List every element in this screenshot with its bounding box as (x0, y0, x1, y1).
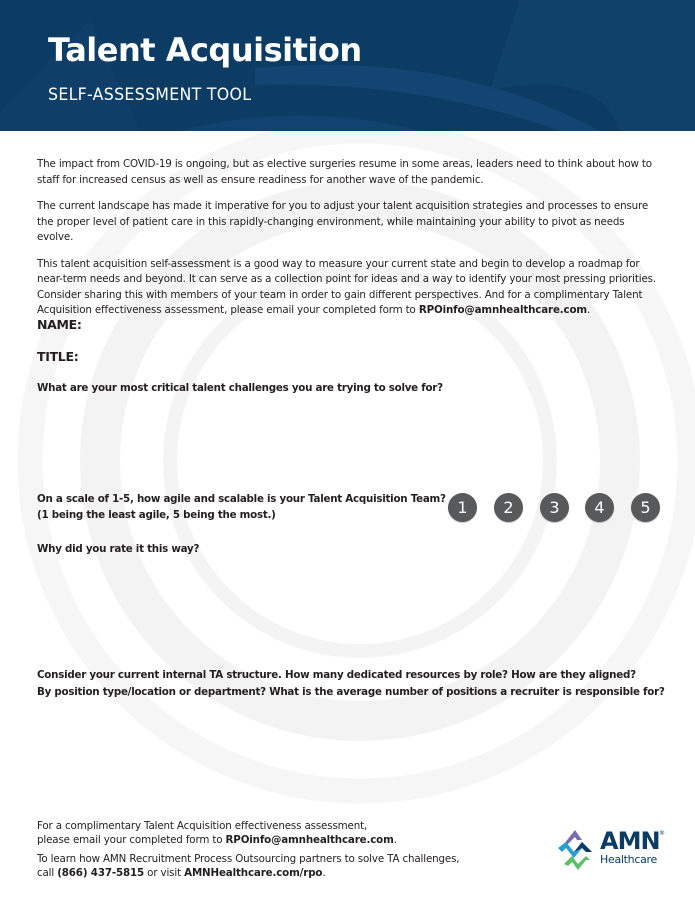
page-title: Talent Acquisition (48, 31, 362, 69)
question-critical-challenges: What are your most critical talent challenges you are trying to solve for? (37, 382, 443, 394)
question-agility-line-1: On a scale of 1-5, how agile and scalable is your Talent Acquisition Team? (37, 493, 446, 505)
question-agility-line-2: (1 being the least agile, 5 being the most.) (37, 509, 276, 521)
rating-option-3[interactable]: 3 (540, 493, 569, 522)
title-label: TITLE: (37, 349, 79, 364)
footer-line-4 (37, 866, 325, 880)
intro-paragraph-3-text: This talent acquisition self-assessment is a good way to measure your current state and begin to develop a roadmap for near-term needs and beyond. It can serve as a collection point for ideas and a way to identify your most pressing priorities. Consider sharing this with members of your team in order to gain different perspectives. And for a complimentary Talent Acquisition effectiveness assessment, please email your completed form to (37, 257, 656, 316)
intro-section (37, 157, 662, 319)
page-subtitle: SELF-ASSESSMENT TOOL (48, 85, 252, 105)
logo-wordmark: AMN (600, 827, 660, 855)
intro-paragraph-1: The impact from COVID-19 is ongoing, but as elective surgeries resume in some areas, leaders need to think about how to staff for increased census as well as ensure readiness for another wave of the pandemic. (37, 158, 652, 186)
footer-line-2-text: please email your completed form to (37, 834, 226, 846)
question-ta-structure-line-2: By position type/location or department? What is the average number of positions a recruiter is responsible for? (37, 686, 665, 698)
footer-email-link[interactable]: RPOinfo@amnhealthcare.com (225, 834, 394, 846)
footer-line-1: For a complimentary Talent Acquisition effectiveness assessment, (37, 820, 368, 832)
rating-option-4[interactable]: 4 (585, 493, 614, 522)
logo-tagline: Healthcare (600, 853, 657, 866)
footer-website-link[interactable]: AMNHealthcare.com/rpo (184, 867, 323, 879)
footer-line-3: To learn how AMN Recruitment Process Outsourcing partners to solve TA challenges, (37, 853, 460, 865)
footer-line-4-end: . (322, 867, 326, 879)
intro-paragraph-3-end: . (587, 304, 591, 316)
logo-registered-mark: ® (659, 830, 665, 837)
rating-option-1[interactable]: 1 (448, 493, 477, 522)
footer-phone[interactable]: (866) 437-5815 (57, 867, 145, 879)
rating-option-2[interactable]: 2 (494, 493, 523, 522)
footer-line-2-end: . (393, 834, 397, 846)
rating-option-5[interactable]: 5 (631, 493, 660, 522)
name-label: NAME: (37, 317, 82, 332)
footer-line-4-mid: or visit (144, 867, 185, 879)
amn-healthcare-logo (556, 828, 671, 870)
amn-logo-mark-icon (556, 830, 594, 870)
question-ta-structure-line-1: Consider your current internal TA structure. How many dedicated resources by role? How are they aligned? (37, 669, 636, 681)
intro-paragraph-3 (37, 257, 662, 319)
header-banner (0, 0, 695, 131)
intro-email-link[interactable]: RPOinfo@amnhealthcare.com (418, 304, 588, 316)
question-rating-reason: Why did you rate it this way? (37, 543, 200, 555)
rating-scale (448, 493, 663, 523)
intro-paragraph-2: The current landscape has made it imperative for you to adjust your talent acquisition strategies and processes to ensure the proper level of patient care in this rapidly-changing environment, while maintaining your ability to pivot as needs evolve. (37, 200, 649, 243)
footer-line-2 (37, 833, 397, 847)
footer-line-4-start: call (37, 867, 58, 879)
